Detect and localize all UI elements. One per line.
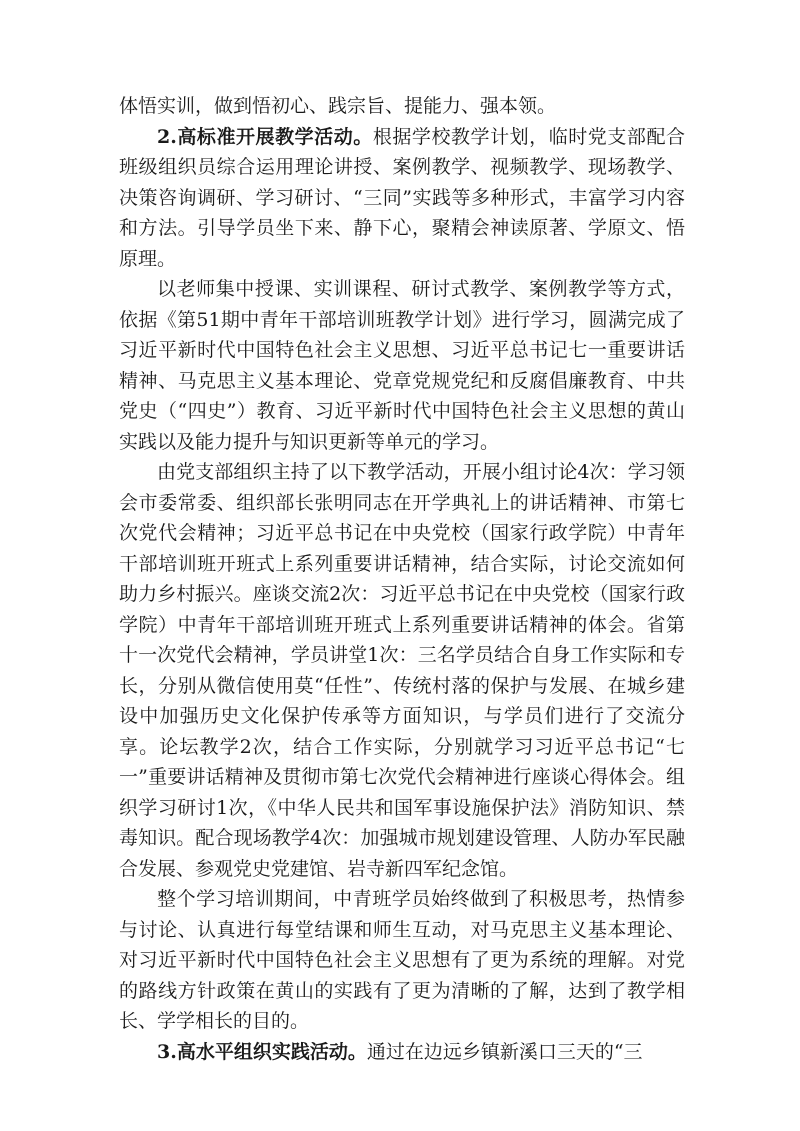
section-heading-practice-activities: 3.高水平组织实践活动。 [157, 1040, 367, 1063]
paragraph-body: 根据学校教学计划，临时党支部配合班级组织员综合运用理论讲授、案例教学、视频教学、现场教学、决策咨询调研、学习研讨、“三同”实践等多种形式，丰富学习内容和方法。引导学员坐下来、静下心，聚精会神读原著、学原文、悟原理。 [119, 125, 685, 270]
paragraph-practice-activities [119, 1037, 685, 1068]
document-body [119, 91, 685, 1067]
paragraph-body: 通过在边远乡镇新溪口三天的“三 [366, 1040, 643, 1063]
paragraph-party-branch-activities: 由党支部组织主持了以下教学活动，开展小组讨论4次：学习领会市委常委、组织部长张明同志在开学典礼上的讲话精神、市第七次党代会精神；习近平总书记在中央党校（国家行政学院）中青年干部培训班开班式上系列重要讲话精神，结合实际，讨论交流如何助力乡村振兴。座谈交流2次：习近平总书记在中央党校（国家行政学院）中青年干部培训班开班式上系列重要讲话精神的体会。省第十一次党代会精神，学员讲堂1次：三名学员结合自身工作实际和专长，分别从微信使用莫“任性”、传统村落的保护与发展、在城乡建设中加强历史文化保护传承等方面知识，与学员们进行了交流分享。论坛教学2次，结合工作实际，分别就学习习近平总书记“七一”重要讲话精神及贯彻市第七次党代会精神进行座谈心得体会。组织学习研讨1次，《中华人民共和国军事设施保护法》消防知识、禁毒知识。配合现场教学4次：加强城市规划建设管理、人防办军民融合发展、参观党史党建馆、岩寺新四军纪念馆。 [119, 461, 685, 880]
section-heading-teaching-activities: 2.高标准开展教学活动。 [157, 125, 373, 148]
paragraph-continuation: 体悟实训，做到悟初心、践宗旨、提能力、强本领。 [119, 95, 557, 117]
paragraph-teaching-activities [119, 122, 685, 275]
paragraph-course-study: 以老师集中授课、实训课程、研讨式教学、案例教学等方式，依据《第51期中青年干部培训班教学计划》进行学习，圆满完成了习近平新时代中国特色社会主义思想、习近平总书记七一重要讲话精神、马克思主义基本理论、党章党规党纪和反腐倡廉教育、中共党史（“四史”）教育、习近平新时代中国特色社会主义思想的黄山实践以及能力提升与知识更新等单元的学习。 [119, 278, 685, 453]
paragraph-training-summary: 整个学习培训期间，中青班学员始终做到了积极思考，热情参与讨论、认真进行每堂结课和师生互动，对马克思主义基本理论、对习近平新时代中国特色社会主义思想有了更为系统的理解。对党的路线方针政策在黄山的实践有了更为清晰的了解，达到了教学相长、学学相长的目的。 [119, 888, 685, 1032]
